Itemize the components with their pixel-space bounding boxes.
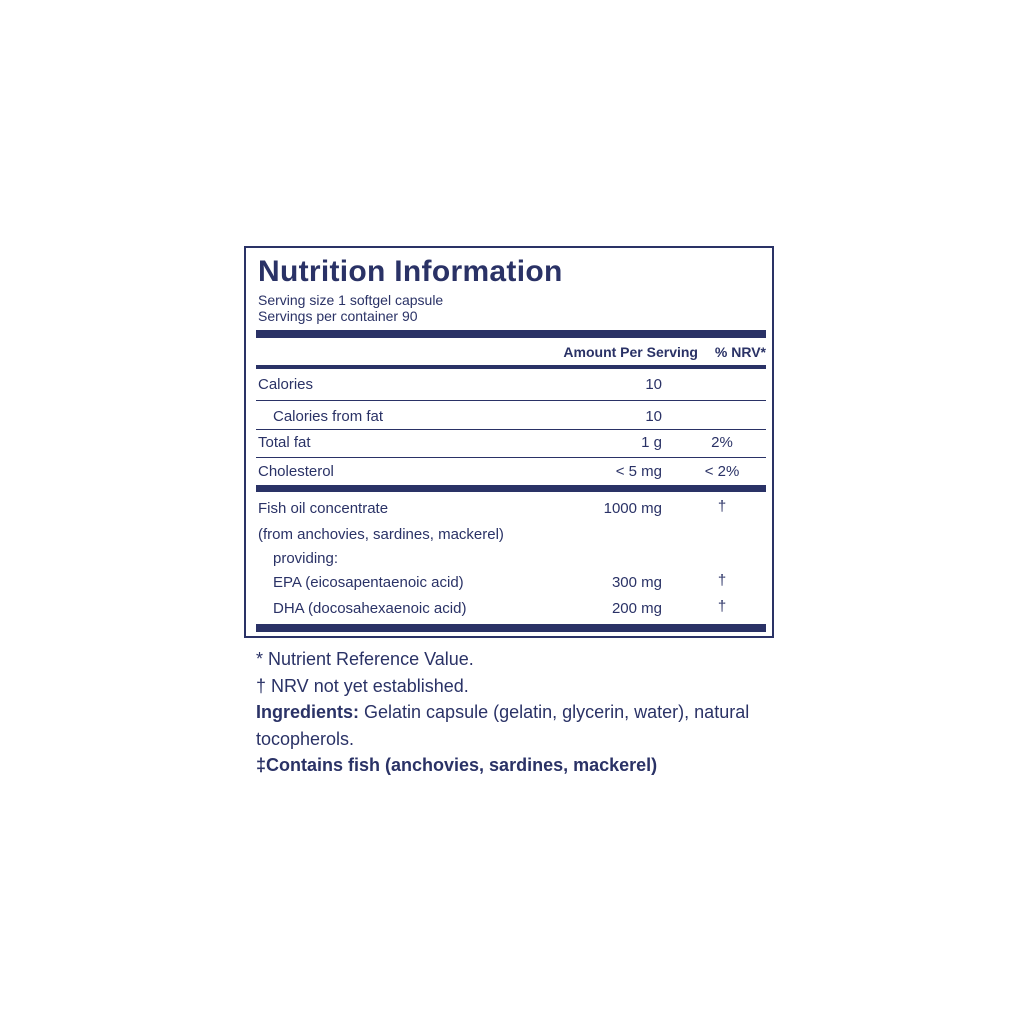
row-label: Calories xyxy=(258,376,314,393)
row-divider xyxy=(256,429,766,430)
row-label: (from anchovies, sardines, mackerel) xyxy=(258,526,504,543)
servings-per-container: Servings per container 90 xyxy=(258,308,418,324)
row-amount: 10 xyxy=(645,408,662,425)
row-label: Fish oil concentrate xyxy=(258,500,389,517)
ingredients-text: Gelatin capsule (gelatin, glycerin, water), natural tocopherols. xyxy=(256,702,750,749)
dagger-footnote: † NRV not yet established. xyxy=(256,675,469,696)
label-notes xyxy=(256,646,776,779)
row-label: providing: xyxy=(273,550,339,567)
nrv-column-header: % NRV* xyxy=(714,344,766,360)
nutrition-label xyxy=(244,246,774,638)
row-label: Cholesterol xyxy=(258,463,334,480)
row-nrv: 2% xyxy=(711,434,733,451)
ingredients-label: Ingredients: xyxy=(256,702,360,722)
row-amount: 10 xyxy=(645,376,662,393)
allergen-statement: ‡Contains fish (anchovies, sardines, mackerel) xyxy=(256,755,658,775)
serving-size: Serving size 1 softgel capsule xyxy=(258,292,444,308)
row-label: Calories from fat xyxy=(273,408,384,425)
row-amount: 1 g xyxy=(641,434,662,451)
amount-column-header: Amount Per Serving xyxy=(563,344,698,360)
row-label: DHA (docosahexaenoic acid) xyxy=(273,600,467,617)
ingredients xyxy=(256,699,776,752)
row-label: EPA (eicosapentaenoic acid) xyxy=(273,574,464,591)
row-amount: < 5 mg xyxy=(615,463,662,480)
row-nrv: † xyxy=(717,572,727,589)
label-title: Nutrition Information xyxy=(258,255,563,288)
row-divider xyxy=(256,400,766,401)
thick-divider xyxy=(256,624,766,632)
nrv-footnote: * Nutrient Reference Value. xyxy=(256,649,474,669)
thick-divider xyxy=(256,485,766,492)
row-divider xyxy=(256,457,766,458)
row-amount: 200 mg xyxy=(611,600,662,617)
row-nrv: < 2% xyxy=(704,463,740,480)
row-label: Total fat xyxy=(258,434,311,451)
row-amount: 1000 mg xyxy=(603,500,662,517)
row-amount: 300 mg xyxy=(611,574,662,591)
header-divider xyxy=(256,365,766,369)
thick-divider xyxy=(256,330,766,338)
row-nrv: † xyxy=(717,598,727,615)
row-nrv: † xyxy=(717,498,727,515)
